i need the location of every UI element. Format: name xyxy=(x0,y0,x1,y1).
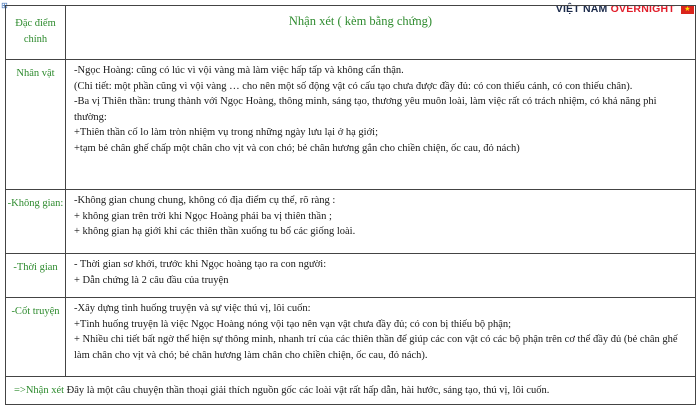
row-label-cot-truyen: -Cốt truyện xyxy=(6,298,66,377)
row-line: -Xây dựng tình huống truyện và sự việc thú vị, lôi cuốn: xyxy=(74,303,311,314)
row-line: -Ba vị Thiên thần: trung thành với Ngọc Hoàng, thông minh, sáng tạo, thương yêu muôn loài, làm việc rất có trách nhiệm, có khả năng phi thường: xyxy=(74,96,657,123)
conclusion-text: Đây là một câu chuyện thần thoại giải thích nguồn gốc các loài vật rất hấp dẫn, hài hước, sáng tạo, thú vị, lôi cuốn. xyxy=(64,385,550,396)
brand-part1: VIỆT NAM xyxy=(555,3,608,15)
row-line: -Không gian chung chung, không có địa điểm cụ thể, rõ ràng : xyxy=(74,195,336,206)
row-line: + Dẫn chứng là 2 câu đầu của truyện xyxy=(74,274,229,286)
conclusion-row xyxy=(6,377,696,405)
brand-part2: OVERNIGHT xyxy=(610,3,675,15)
row-line: - Thời gian sơ khởi, trước khi Ngọc hoàng tạo ra con người: xyxy=(74,259,327,270)
conclusion-label: =>Nhận xét xyxy=(14,385,65,396)
row-label-nhan-vat: Nhân vật xyxy=(6,60,66,190)
table-row xyxy=(6,254,696,298)
row-content-khong-gian xyxy=(66,190,696,254)
row-line: (Chi tiết: một phần cũng vì vội vàng … cho nên một số động vật có cấu tạo chưa được đầy đủ: có con thiếu cánh, có con thiếu chân). xyxy=(74,80,633,92)
table-row xyxy=(6,298,696,377)
analysis-table xyxy=(5,5,696,405)
row-line: + không gian trên trời khi Ngọc Hoàng phái ba vị thiên thần ; xyxy=(74,210,332,222)
row-content-cot-truyen xyxy=(66,298,696,377)
row-line: +Thiên thần cố lo làm tròn nhiệm vụ trong những ngày lưu lại ở hạ giới; xyxy=(74,127,378,139)
table-row xyxy=(6,60,696,190)
header-col2 xyxy=(66,6,696,60)
row-line: +Tình huống truyện là việc Ngọc Hoàng nóng vội tạo nên vạn vật chưa đầy đủ; có con bị thiếu bộ phận; xyxy=(74,318,512,330)
row-line: + Nhiều chi tiết bất ngờ thể hiện sự thông minh, nhanh trí của các thiên thần để giúp các con vật có các bộ phận trên cơ thể đầy đủ (bẻ chân ghế làm chân cho vịt và chó; bẻ chân hương làm chân cho chiền chiện, ốc cau, đỏ nách). xyxy=(74,334,678,361)
header-col1: Đặc điểm chính xyxy=(6,6,66,60)
row-line: +tạm bẻ chân ghế chấp một chân cho vịt và con chó; bẻ chân hương gắn cho chiền chiện, ốc cau, đỏ nách) xyxy=(74,142,520,154)
vietnam-flag-icon: ★ xyxy=(681,5,694,14)
row-content-thoi-gian xyxy=(66,254,696,298)
table-move-handle-icon[interactable]: ⊞ xyxy=(1,1,8,10)
row-label-thoi-gian: -Thời gian xyxy=(6,254,66,298)
row-line: + không gian hạ giới khi các thiên thần xuống tu bổ các giống loài. xyxy=(74,226,356,238)
row-label-khong-gian: -Không gian: xyxy=(6,190,66,254)
conclusion-cell xyxy=(6,377,696,405)
row-content-nhan-vat xyxy=(66,60,696,190)
table-row xyxy=(6,190,696,254)
header-col2-title: Nhận xét ( kèm bằng chứng) xyxy=(288,14,433,28)
row-line: -Ngọc Hoàng: cũng có lúc vì vội vàng mà làm việc hấp tấp và không cẩn thận. xyxy=(74,65,404,76)
header-row xyxy=(6,6,696,60)
